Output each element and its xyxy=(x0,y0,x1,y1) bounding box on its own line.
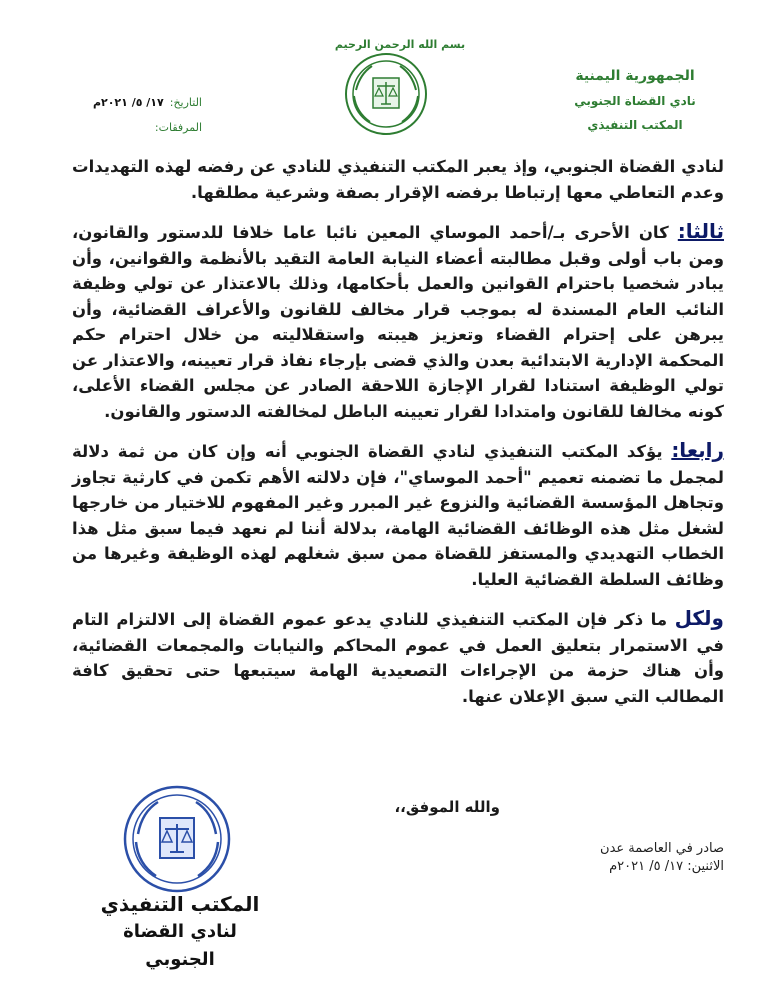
issued-date: الاثنين: ١٧/ ٥/ ٢٠٢١م xyxy=(609,859,724,874)
country-name: الجمهورية اليمنية xyxy=(575,68,695,84)
intro-paragraph: لنادي القضاة الجنوبي، وإذ يعبر المكتب التنفيذي للنادي عن رفضه لهذه التهديدات وعدم التعاطي معها إرتباطا برفضه الإقرار بصفة وشرعية مطلقها. xyxy=(72,157,724,202)
club-name: نادي القضاة الجنوبي xyxy=(574,94,696,108)
third-paragraph xyxy=(72,219,724,424)
fourth-text: يؤكد المكتب التنفيذي لنادي القضاة الجنوبي أنه وإن كان من ثمة دلالة لمجمل ما تضمنه تعميم "أحمد الموساي"، فإن دلالته الأهم تكمن في كارثية تجاوز وتجاهل المؤسسة القضائية والنزوع غير المبرر وغير المفهوم للاختيار من خارجها لشغل مثل هذه الوظائف القضائية الهامة، بدلالة أننا لم نعهد فيما سبق مثل هذا الخطاب التهديدي والمستفز للقضاة ممن سبق شغلهم لهذه الوظيفة وغيرها من وظائف السلطة القضائية العليا. xyxy=(72,442,724,589)
date-row xyxy=(72,96,202,109)
letter-body xyxy=(72,154,724,723)
office-name: المكتب التنفيذي xyxy=(587,118,683,132)
third-lead: ثالثا: xyxy=(677,219,724,243)
signature-block xyxy=(90,890,270,974)
final-paragraph xyxy=(72,606,724,709)
date-label: التاريخ: xyxy=(169,96,202,109)
date-value: ١٧/ ٥/ ٢٠٢١م xyxy=(92,96,164,109)
scales-of-justice-stamp-icon xyxy=(122,784,232,894)
scales-of-justice-emblem-icon xyxy=(344,52,428,136)
letterhead-meta-block xyxy=(72,96,202,146)
closing-phrase: والله الموفق،، xyxy=(394,798,500,816)
third-text: كان الأحرى بـ/أحمد الموساي المعين نائبا عاما خلافا للدستور والقانون، ومن باب أولى وقبل مطالبته أعضاء النيابة العامة التقيد بالأنظمة والقوانين، وأن يبادر شخصيا باحترام القوانين والعمل بأحكامها، وذلك بالاعتذار عن تولي وظيفة النائب العام المسندة له بموجب قرار مخالف للقانون والأعراف القضائية، وأن يبرهن على إحترام القضاء وتعزيز هيبته واستقلاليته من خلال احترام حكم المحكمة الإدارية الابتدائية بعدن والذي قضى بإرجاء نفاذ قرار تعيينه، والاعتذار عن تولي الوظيفة استنادا لقرار الإجازة اللاحقة الصادر عن مجلس القضاء الأعلى، كونه مخالفا للقانون وامتدادا لقرار تعيينه الباطل لمخالفته الدستور والقانون. xyxy=(72,223,724,421)
final-text: ما ذكر فإن المكتب التنفيذي للنادي يدعو عموم القضاة إلى الالتزام التام في الاستمرار بتعليق العمل في عموم المحاكم والنيابات والمجمعات القضائية، وأن هناك حزمة من الإجراءات التصعيدية الهامة سيتبعها حتى تحقيق كافة المطالب التي سبق الإعلان عنها. xyxy=(72,610,724,706)
attachments-row xyxy=(72,121,202,134)
issued-place: صادر في العاصمة عدن xyxy=(600,841,724,856)
attachments-label: المرفقات: xyxy=(154,121,202,134)
basmala: بسم الله الرحمن الرحيم xyxy=(334,38,466,51)
final-lead: ولكل xyxy=(674,606,724,630)
issued-block xyxy=(544,840,724,876)
fourth-paragraph xyxy=(72,438,724,592)
signature-line2: لنادي القضاة الجنوبي xyxy=(123,921,237,970)
letterhead-org-block xyxy=(550,68,720,132)
fourth-lead: رابعا: xyxy=(671,438,724,462)
signature-line1: المكتب التنفيذي xyxy=(100,892,260,916)
